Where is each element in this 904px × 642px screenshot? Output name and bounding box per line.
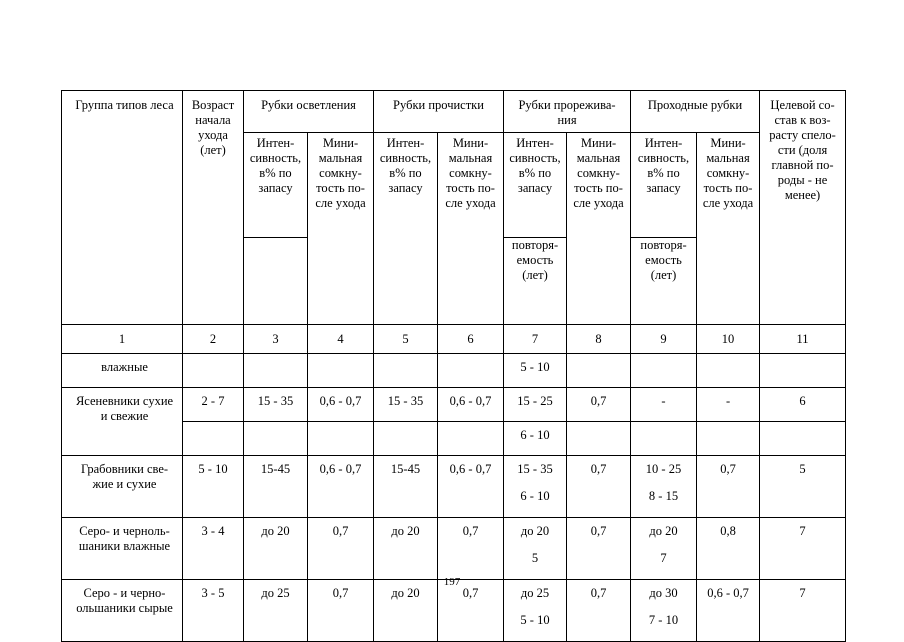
page-number: 197 (443, 576, 461, 588)
table-cell: 2 - 7 (183, 388, 244, 422)
forest-group-cell: Серо - и черно- ольшаники сырые (62, 580, 183, 642)
table-cell: 0,8 (697, 518, 760, 580)
header-repeat-prorezhivanie: повторя- емость (лет) (504, 238, 567, 325)
table-cell: 15 - 35 (374, 388, 438, 422)
table-cell (760, 354, 846, 388)
table-cell (374, 422, 438, 456)
table-cell: до 20 (374, 518, 438, 580)
table-cell: - (697, 388, 760, 422)
table-cell (631, 580, 697, 642)
header-min-density-prorezhivanie: Мини- мальная сомкну- тость по- сле ухода (567, 133, 631, 325)
forest-group-cell: Ясеневники сухие и свежие (62, 388, 183, 456)
table-cell: 7 (760, 518, 846, 580)
cell-line: 5 (531, 551, 539, 565)
table-cell: 5 - 10 (504, 354, 567, 388)
table-row (62, 518, 846, 580)
col-number: 11 (760, 325, 846, 354)
col-number: 3 (244, 325, 308, 354)
table-cell (631, 518, 697, 580)
cell-line: 7 (660, 551, 667, 565)
table-cell (244, 354, 308, 388)
table-cell: 0,7 (438, 580, 504, 642)
cell-line: до 20 (649, 524, 678, 538)
table-cell: 15-45 (374, 456, 438, 518)
table-cell (504, 580, 567, 642)
table-cell: 6 (760, 388, 846, 422)
table-row (62, 354, 846, 388)
table-cell (567, 422, 631, 456)
table-cell (244, 422, 308, 456)
table-cell (308, 422, 374, 456)
table-cell: 5 (760, 456, 846, 518)
header-group-osvetlenie: Рубки осветления (244, 91, 374, 133)
table-cell: 0,6 - 0,7 (697, 580, 760, 642)
table-cell: 0,7 (567, 518, 631, 580)
table-cell (438, 422, 504, 456)
table-cell: 3 - 5 (183, 580, 244, 642)
table-cell: 0,7 (567, 580, 631, 642)
header-empty-osvetlenie (244, 238, 308, 325)
forest-group-cell: влажные (62, 354, 183, 388)
table-cell: 3 - 4 (183, 518, 244, 580)
table-cell: 0,7 (308, 518, 374, 580)
table-cell (631, 456, 697, 518)
forest-care-table (61, 90, 846, 642)
header-repeat-prohodnye: повторя- емость (лет) (631, 238, 697, 325)
table-row (62, 580, 846, 642)
header-intensity-prohodnye: Интен- сивность, в% по запасу (631, 133, 697, 238)
header-target-composition: Целевой со- став к воз- расту спело- сти (доля главной по- роды - не менее) (760, 91, 846, 325)
table-cell (308, 354, 374, 388)
table-cell: 5 - 10 (183, 456, 244, 518)
table-cell: 0,7 (567, 388, 631, 422)
header-group-prochistki: Рубки прочистки (374, 91, 504, 133)
table-cell: до 20 (374, 580, 438, 642)
table-cell: - (631, 388, 697, 422)
table-cell (631, 354, 697, 388)
col-number: 5 (374, 325, 438, 354)
table-cell (504, 518, 567, 580)
header-group-prorezhivanie: Рубки прорежива- ния (504, 91, 631, 133)
col-number: 1 (62, 325, 183, 354)
table-cell: 6 - 10 (504, 422, 567, 456)
cell-line: до 25 (520, 586, 550, 600)
table-cell: до 20 (244, 518, 308, 580)
forest-group-cell: Серо- и черноль- шаники влажные (62, 518, 183, 580)
table-cell (697, 422, 760, 456)
col-number: 6 (438, 325, 504, 354)
header-forest-group: Группа типов леса (62, 91, 183, 325)
table-cell: 15 - 35 (244, 388, 308, 422)
col-number: 4 (308, 325, 374, 354)
table-cell: до 25 (244, 580, 308, 642)
cell-line: 7 - 10 (648, 613, 679, 627)
table-cell (374, 354, 438, 388)
cell-line: до 20 (520, 524, 550, 538)
table-cell (183, 354, 244, 388)
table-cell (567, 354, 631, 388)
table-cell (438, 354, 504, 388)
table-cell: 0,6 - 0,7 (308, 388, 374, 422)
table-cell: 0,6 - 0,7 (438, 456, 504, 518)
forest-group-cell: Грабовники све- жие и сухие (62, 456, 183, 518)
cell-line: 6 - 10 (520, 489, 550, 503)
header-group-prohodnye: Проходные рубки (631, 91, 760, 133)
header-intensity-prorezhivanie: Интен- сивность, в% по запасу (504, 133, 567, 238)
cell-line: 8 - 15 (648, 489, 679, 503)
cell-line: до 30 (649, 586, 678, 600)
header-min-density-prochistki: Мини- мальная сомкну- тость по- сле ухода (438, 133, 504, 325)
cell-line: 15 - 35 (517, 462, 553, 476)
header-start-age: Возраст начала ухода (лет) (183, 91, 244, 325)
col-number: 8 (567, 325, 631, 354)
table-cell: 0,6 - 0,7 (308, 456, 374, 518)
table-row (62, 388, 846, 422)
table-cell: 0,7 (697, 456, 760, 518)
table-cell (504, 456, 567, 518)
table-cell (183, 422, 244, 456)
cell-line: 10 - 25 (645, 462, 682, 476)
cell-line: 5 - 10 (520, 613, 550, 627)
header-intensity-prochistki: Интен- сивность, в% по запасу (374, 133, 438, 325)
table-cell: 15-45 (244, 456, 308, 518)
table-cell: 0,7 (308, 580, 374, 642)
header-intensity-osvetlenie: Интен- сивность, в% по запасу (244, 133, 308, 238)
table-cell (697, 354, 760, 388)
table-cell: 0,6 - 0,7 (438, 388, 504, 422)
header-min-density-prohodnye: Мини- мальная сомкну- тость по- сле ухода (697, 133, 760, 325)
table-cell (631, 422, 697, 456)
table-cell: 15 - 25 (504, 388, 567, 422)
header-min-density-osvetlenie: Мини- мальная сомкну- тость по- сле ухода (308, 133, 374, 325)
col-number: 10 (697, 325, 760, 354)
table-cell: 0,7 (567, 456, 631, 518)
table-cell: 0,7 (438, 518, 504, 580)
col-number: 7 (504, 325, 567, 354)
col-number: 2 (183, 325, 244, 354)
table-row (62, 456, 846, 518)
table-cell (760, 422, 846, 456)
table-cell: 7 (760, 580, 846, 642)
col-number: 9 (631, 325, 697, 354)
